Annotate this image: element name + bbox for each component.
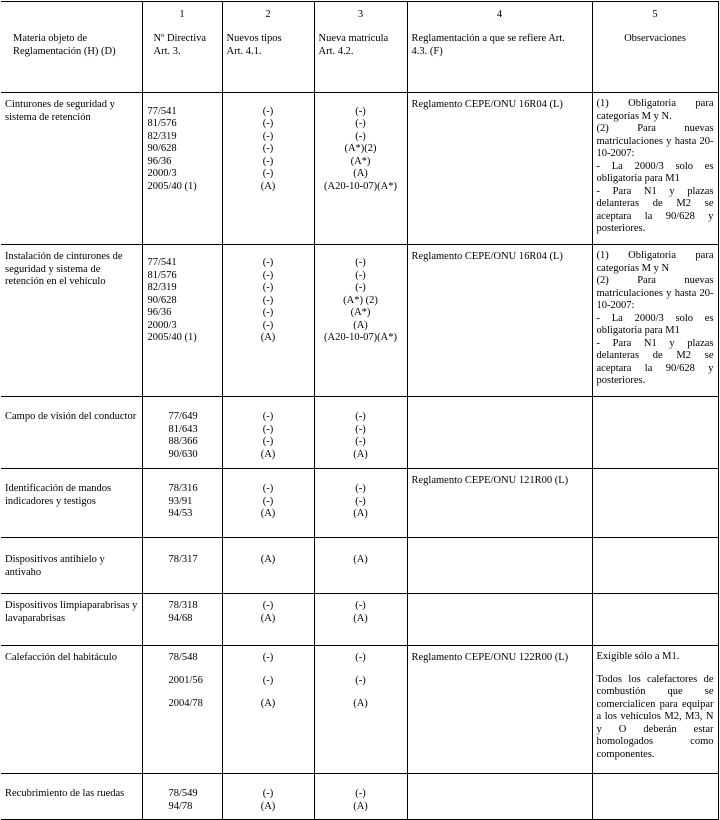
directive: 96/36	[147, 155, 172, 167]
directive: 78/317	[168, 554, 198, 565]
status-value: (-)	[355, 652, 366, 663]
directive: 90/628	[147, 143, 177, 154]
directive-note: (1)	[184, 332, 197, 343]
directive: 78/548	[168, 652, 198, 663]
status-value: (-)	[262, 495, 274, 507]
observation: (1) Obligatoria para categorías M y N.	[596, 98, 714, 122]
reglamento-cell	[407, 538, 592, 594]
directives-cell	[142, 538, 222, 594]
subject-cell: Calefacción del habitáculo	[1, 646, 142, 774]
nuevos-tipos-cell	[222, 594, 314, 646]
header-nuevos-tipos-line2: Art. 4.1.	[226, 45, 262, 57]
reglamento-cell: Reglamento CEPE/ONU 16R04 (L)	[407, 93, 592, 245]
status-value: (A)	[353, 800, 368, 812]
status-value: (-)	[262, 282, 274, 293]
status-value: (A)	[260, 554, 276, 565]
observaciones-cell	[592, 469, 718, 538]
directive: 94/68	[168, 612, 193, 624]
directive: 93/91	[168, 495, 193, 507]
header-nuevos-tipos-line1: Nuevos tipos	[226, 33, 282, 44]
nuevos-tipos-cell	[222, 397, 314, 469]
directive: 81/576	[147, 118, 177, 129]
status-value: (A20-10-07)(A*)	[324, 332, 397, 343]
header-observaciones-label: Observaciones	[624, 33, 686, 44]
subject-cell: Campo de visión del conductor	[1, 397, 142, 469]
observation: (1) Obligatoria para categorías M y N	[596, 250, 714, 274]
status-value: (A)	[353, 168, 368, 179]
status-value: (-)	[355, 436, 366, 447]
directive: 82/319	[147, 130, 177, 142]
header-materia-line1: Materia objeto de	[13, 33, 88, 44]
directive: 78/316	[168, 483, 198, 494]
directive: 77/541	[147, 257, 177, 268]
status-value: (-)	[355, 411, 366, 422]
status-value: (-)	[355, 257, 366, 268]
status-value: (-)	[262, 483, 274, 494]
directive: 2004/78	[168, 698, 203, 709]
status-value: (-)	[262, 423, 274, 435]
observaciones-cell	[592, 594, 718, 646]
header-materia-line2: Reglamentación (H) (D)	[13, 45, 116, 57]
status-value: (A)	[353, 508, 368, 519]
header-number-1: 1	[179, 9, 185, 20]
status-value: (-)	[262, 319, 274, 331]
status-value: (-)	[262, 600, 274, 611]
directive: 90/628	[147, 294, 177, 306]
nueva-matricula-cell	[314, 469, 407, 538]
directive: 81/576	[147, 269, 177, 281]
status-value: (A)	[260, 698, 276, 709]
directives-cell	[142, 245, 222, 397]
directives-cell	[142, 397, 222, 469]
nueva-matricula-cell	[314, 538, 407, 594]
status-value: (-)	[355, 600, 366, 611]
status-value: (-)	[262, 257, 274, 268]
nueva-matricula-cell	[314, 774, 407, 820]
header-nueva-matricula-line2: Art. 4.2.	[318, 45, 354, 57]
header-number-3: 3	[357, 9, 364, 20]
observaciones-cell	[592, 646, 718, 774]
header-directiva-line1: Nº Directiva	[153, 33, 207, 44]
status-value: (-)	[262, 130, 274, 142]
nueva-matricula-cell	[314, 93, 407, 245]
status-value: (-)	[355, 483, 366, 494]
status-value: (A)	[353, 554, 368, 565]
status-value: (-)	[262, 143, 274, 154]
status-value: (-)	[355, 675, 366, 686]
status-value: (-)	[262, 436, 274, 447]
status-value: (-)	[355, 495, 366, 507]
directives-cell	[142, 469, 222, 538]
observation: (2) Para nuevas matriculaciones y hasta 20-10-2007:	[596, 275, 714, 311]
status-value: (-)	[355, 105, 366, 117]
observation: - Para N1 y plazas delanteras de M2 se aceptara la 90/628 y posteriores.	[596, 337, 714, 386]
status-value: (A)	[260, 612, 276, 624]
status-value: (-)	[355, 269, 366, 281]
directive: 94/53	[168, 508, 193, 519]
subject-cell: Dispositivos limpiaparabrisas y lavaparabrisas	[1, 594, 142, 646]
status-value: (A)	[260, 448, 276, 460]
subject-cell: Identificación de mandos indicadores y testigos	[1, 469, 142, 538]
table-row	[1, 397, 718, 469]
reglamento-cell: Reglamento CEPE/ONU 121R00 (L)	[407, 469, 592, 538]
header-number-5: 5	[652, 9, 658, 20]
directive: 2000/3	[147, 319, 177, 331]
regulation-table	[1, 1, 719, 820]
status-value: (A)	[260, 508, 276, 519]
directive: 96/36	[147, 307, 172, 318]
table-row	[1, 245, 718, 397]
directive: 78/318	[168, 600, 198, 611]
observation: Todos los calefactores de combustión que se comercialicen para equipar a los vehículos M2, M3, N y O deberán estar homologados como componentes.	[596, 673, 714, 760]
status-value: (A20-10-07)(A*)	[324, 180, 397, 192]
directives-cell	[142, 93, 222, 245]
header-number-2: 2	[265, 9, 271, 20]
status-value: (-)	[262, 788, 274, 799]
table-header-row	[1, 2, 718, 93]
status-value: (-)	[262, 269, 274, 281]
status-value: (-)	[262, 118, 274, 129]
nuevos-tipos-cell	[222, 469, 314, 538]
status-value: (-)	[262, 105, 274, 117]
reglamento-cell	[407, 774, 592, 820]
observation: - La 2000/3 solo es obligatoria para M1	[596, 312, 714, 336]
status-value: (-)	[262, 411, 274, 422]
table-row	[1, 646, 718, 774]
subject-cell: Instalación de cinturones de seguridad y sistema de retención en el vehículo	[1, 245, 142, 397]
table-row	[1, 538, 718, 594]
status-value: (-)	[262, 675, 274, 686]
header-observaciones-cell	[592, 2, 718, 93]
header-directiva-cell	[142, 2, 222, 93]
observation: - Para N1 y plazas delanteras de M2 se aceptara la 90/628 y posteriores.	[596, 185, 714, 234]
header-reglamentacion-line2: 4.3. (F)	[411, 45, 443, 57]
header-nueva-matricula-cell	[314, 2, 407, 93]
directive: 94/78	[168, 800, 193, 812]
directive: 77/649	[168, 411, 198, 422]
reglamento-cell: Reglamento CEPE/ONU 122R00 (L)	[407, 646, 592, 774]
header-nueva-matricula-line1: Nueva matrícula	[318, 33, 389, 44]
observation: (2) Para nuevas matriculaciones y hasta 20-10-2007:	[596, 123, 714, 159]
status-value: (A*)	[350, 307, 371, 318]
subject-cell: Recubrimiento de las ruedas	[1, 774, 142, 820]
reglamento-cell	[407, 397, 592, 469]
nuevos-tipos-cell	[222, 774, 314, 820]
nuevos-tipos-cell	[222, 538, 314, 594]
status-value: (-)	[262, 168, 274, 179]
table-row	[1, 774, 718, 820]
directive: 90/630	[168, 448, 198, 460]
nuevos-tipos-cell	[222, 93, 314, 245]
reglamento-cell: Reglamento CEPE/ONU 16R04 (L)	[407, 245, 592, 397]
status-value: (-)	[262, 294, 274, 306]
directive: 2001/56	[168, 675, 203, 686]
status-value: (A)	[353, 448, 368, 460]
status-value: (A)	[260, 800, 276, 812]
table-row	[1, 594, 718, 646]
status-value: (-)	[262, 155, 274, 167]
directive: 2005/40	[147, 180, 182, 192]
nueva-matricula-cell	[314, 245, 407, 397]
reglamento-cell	[407, 594, 592, 646]
status-value: (-)	[355, 130, 366, 142]
observaciones-cell	[592, 245, 718, 397]
subject-cell: Cinturones de seguridad y sistema de retención	[1, 93, 142, 245]
status-value: (A*)(2)	[344, 143, 377, 154]
header-directiva-line2: Art. 3.	[153, 45, 181, 57]
nuevos-tipos-cell	[222, 646, 314, 774]
header-reglamentacion-line1: Reglamentación a que se refiere Art.	[411, 33, 565, 44]
nueva-matricula-cell	[314, 397, 407, 469]
status-value: (A)	[260, 180, 276, 192]
directive: 82/319	[147, 282, 177, 293]
observaciones-cell	[592, 397, 718, 469]
header-reglamentacion-cell	[407, 2, 592, 93]
status-value: (A*) (2)	[343, 294, 378, 306]
nuevos-tipos-cell	[222, 245, 314, 397]
status-value: (A)	[353, 612, 368, 624]
status-value: (-)	[262, 652, 274, 663]
directive: 81/643	[168, 423, 198, 435]
status-value: (-)	[355, 118, 366, 129]
status-value: (A)	[353, 698, 368, 709]
observaciones-cell	[592, 538, 718, 594]
directives-cell	[142, 646, 222, 774]
observation: - La 2000/3 solo es obligatoria para M1	[596, 160, 714, 184]
status-value: (-)	[355, 788, 366, 799]
nueva-matricula-cell	[314, 594, 407, 646]
nueva-matricula-cell	[314, 646, 407, 774]
table-row	[1, 469, 718, 538]
status-value: (-)	[262, 307, 274, 318]
directive: 88/366	[168, 436, 198, 447]
directive: 78/549	[168, 788, 198, 799]
directives-cell	[142, 774, 222, 820]
observaciones-cell	[592, 774, 718, 820]
directives-cell	[142, 594, 222, 646]
status-value: (-)	[355, 423, 366, 435]
observation: Exigible sólo a M1.	[596, 651, 680, 662]
regulation-table-page	[0, 1, 720, 812]
directive: 2005/40	[147, 332, 182, 343]
header-materia-cell	[1, 2, 142, 93]
header-nuevos-tipos-cell	[222, 2, 314, 93]
status-value: (A*)	[350, 155, 371, 167]
directive-note: (1)	[184, 180, 197, 192]
status-value: (A)	[353, 319, 368, 331]
subject-cell: Dispositivos antihielo y antivaho	[1, 538, 142, 594]
directive: 2000/3	[147, 168, 177, 179]
observaciones-cell	[592, 93, 718, 245]
table-row	[1, 93, 718, 245]
status-value: (A)	[260, 332, 276, 343]
header-number-4: 4	[496, 9, 503, 20]
status-value: (-)	[355, 282, 366, 293]
directive: 77/541	[147, 105, 177, 117]
